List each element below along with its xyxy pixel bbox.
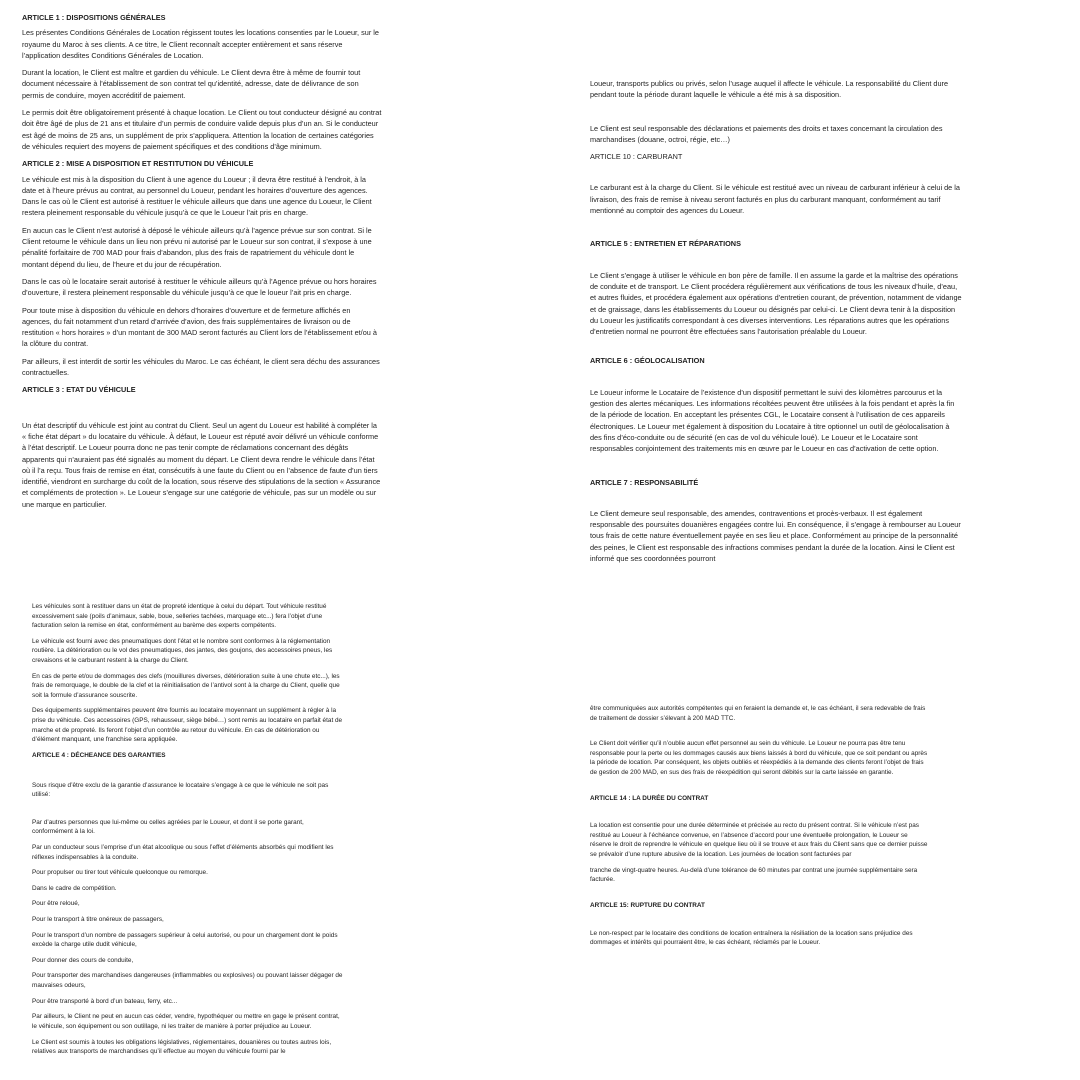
right-top-column xyxy=(590,78,962,570)
article-14-paragraph-2: tranche de vingt-quatre heures. Au-delà d’une tolérance de 60 minutes par contrat une journée supplémentaire sera facturée. xyxy=(590,866,918,884)
article-2-title: ARTICLE 2 : MISE A DISPOSITION ET RESTITUTION DU VÉHICULE xyxy=(22,159,254,169)
article-1-title: ARTICLE 1 : DISPOSITIONS GÉNÉRALES xyxy=(22,13,166,22)
exclusion-item: Pour propulser ou tirer tout véhicule quelconque ou remorque. xyxy=(32,869,208,877)
continuation-paragraph-1: Loueur, transports publics ou privés, selon l’usage auquel il affecte le véhicule. La responsabilité du Client dure pendant toute la période durant laquelle le véhicule a été mis à sa disposition. xyxy=(590,79,949,100)
exclusion-item: Pour être reloué, xyxy=(32,900,80,908)
article-3-paragraph-1: Un état descriptif du véhicule est joint au contrat du Client. Seul un agent du Loueur est habilité à compléter la « fiche état départ » du locataire du véhicule. À défaut, le Loueur est réputé avoir délivré un véhicule conforme à l’état descriptif. Le Loueur pourra donc ne pas tenir compte de réclamations concernant des dégâts apparents qui n’auraient pas été signalés au moment du départ. Le Client devra rendre le véhicule dans l’état où il l’a reçu. Tous frais de remise en état, consécutifs à une faute du Client ou en l’absence de faute d’un tiers identifié, viendront en surcharge du coût de la location, sous réserve des stipulations de la section « Assurance et compléments de protection ». Le Loueur s’engage sur une catégorie de véhicule, pas sur un modèle ou sur une marque en particulier. xyxy=(22,420,381,509)
article-1-paragraph-3: Le permis doit être obligatoirement présenté à chaque location. Le Client ou tout conducteur désigné au contrat doit être âgé de plus de 21 ans et titulaire d’un permis de conduire valide depuis plus d’un an. Si le conducteur est âgé de moins de 25 ans, un supplément de prix s’appliquera. Attention la location de certaines catégories de véhicules requiert des moyens de paiement spécifiques et des conditions d’âge minimum. xyxy=(22,108,382,151)
article-5-title: ARTICLE 5 : ENTRETIEN ET RÉPARATIONS xyxy=(590,239,741,249)
article-15-paragraph-1: Le non-respect par le locataire des conditions de location entraînera la résiliation de la location sans préjudice des dommages et intérêts qui pourraient être, le cas échéant, réclamés par le Loueur. xyxy=(590,929,913,947)
equipment-paragraph: Des équipements supplémentaires peuvent être fournis au locataire moyennant un supplément à régler à la prise du véhicule. Ces accessoires (GPS, rehausseur, siège bébé…) sont remis au locataire en parfait état de marche et de propreté. Ils feront l’objet d’un contrôle au retour du véhicule. En cas de détérioration ou d’élément manquant, une franchise sera appliquée. xyxy=(32,707,343,744)
article-10-paragraph-1: Le carburant est à la charge du Client. Si le véhicule est restitué avec un niveau de carburant inférieur à celui de la livraison, des frais de remise à niveau seront facturés en plus du carburant manquant, conformément au tarif mentionné au comptoir des agences du Loueur. xyxy=(590,183,960,216)
article-15-title: ARTICLE 15: RUPTURE DU CONTRAT xyxy=(590,901,705,909)
continuation-paragraph-3: être communiquées aux autorités compétentes qui en feraient la demande et, le cas échéant, il sera redevable de frais de traitement de dossier s’élevant à 200 MAD TTC. xyxy=(590,705,926,722)
article-3-title: ARTICLE 3 : ETAT DU VÉHICULE xyxy=(22,385,136,395)
article-1-paragraph-2: Durant la location, le Client est maître et gardien du véhicule. Le Client devra être à même de fournir tout document nécessaire à l’établissement de son contrat tel qu’identité, adresse, date de délivrance de son permis de conduire, moyen accréditif de paiement. xyxy=(22,68,361,100)
exclusion-item: Pour être transporté à bord d’un bateau, ferry, etc... xyxy=(32,997,178,1005)
exclusion-item: Pour le transport à titre onéreux de passagers, xyxy=(32,916,164,924)
exclusion-item: Dans le cadre de compétition. xyxy=(32,884,117,892)
tyres-paragraph: Le véhicule est fourni avec des pneumatiques dont l’état et le nombre sont conformes à la réglementation routière. La détérioration ou le vol des pneumatiques, des jantes, des goujons, des accessoires pneus, les crevaisons et le carburant restent à la charge du Client. xyxy=(32,637,333,665)
exclusion-item: Par d’autres personnes que lui-même ou celles agréées par le Loueur, et dont il se porte garant, conformément à la loi. xyxy=(32,818,304,836)
article-7-title: ARTICLE 7 : RESPONSABILITÉ xyxy=(590,477,699,487)
article-2-paragraph-1: Le véhicule est mis à la disposition du Client à une agence du Loueur ; il devra être restitué à l’endroit, à la date et à l’heure prévus au contrat, au personnel du Loueur, pendant les horaires d’ouverture des agences. Dans le cas où le Client est autorisé à restituer le véhicule ailleurs que dans une agence du Loueur, le Client restera pleinement responsable du véhicule jusqu’à ce que le Loueur l’ait pris en charge. xyxy=(22,174,372,218)
right-bottom-column xyxy=(590,704,930,954)
article-14-title: ARTICLE 14 : LA DURÉE DU CONTRAT xyxy=(590,794,709,802)
article-1-paragraph-1: Les présentes Conditions Générales de Location régissent toutes les locations consenties par le Loueur, sur le royaume du Maroc à ses clients. A ce titre, le Client reconnaît accepter entièrement et sans réserve l’application desdites Conditions Générales de Location. xyxy=(22,28,379,60)
left-top-column xyxy=(22,12,382,516)
article-6-paragraph-1: Le Loueur informe le Locataire de l’existence d’un dispositif permettant le suivi des kilomètres parcourus et la gestion des alertes mécaniques. Les informations récoltées peuvent être utilisées à la fois pendant et après la fin de la période de location. En acceptant les présentes CGL, le Locataire consent à l’utilisation de ces appareils électroniques. Le Loueur met également à disposition du Locataire à titre optionnel un outil de géolocalisation à des fins d’éco-conduite ou de sécurité (en cas de vol du véhicule loué). Le Loueur et le Locataire sont responsables conjointement des traitements mis en œuvre par le Loueur en cas d’activation de cette option. xyxy=(590,387,955,454)
article-4-paragraph-1: Sous risque d’être exclu de la garantie d’assurance le locataire s’engage à ce que le véhicule ne soit pas utilisé: xyxy=(32,781,329,799)
exclusion-item: Le Client est soumis à toutes les obligations législatives, réglementaires, douanières ou toutes autres lois, relatives aux transports de marchandises qu’il effectue au moyen du véhicule fourni par le xyxy=(32,1038,332,1056)
exclusion-item: Pour transporter des marchandises dangereuses (inflammables ou explosives) ou pouvant laisser dégager de mauvaises odeurs, xyxy=(32,972,343,990)
keys-paragraph: En cas de perte et/ou de dommages des clefs (mouillures diverses, détérioration suite à une chute etc...), les frais de remorquage, le double de la clef et la réinitialisation de l’antivol sont à la charge du Client, quelle que soit la formule d’assurance souscrite. xyxy=(32,672,340,699)
article-6-title: ARTICLE 6 : GÉOLOCALISATION xyxy=(590,356,705,366)
continuation-paragraph-2: Le Client est seul responsable des déclarations et paiements des droits et taxes concernant la circulation des marchandises (douane, octroi, régie, etc…) xyxy=(590,123,943,144)
left-bottom-column xyxy=(32,602,344,1063)
article-2-paragraph-2: En aucun cas le Client n’est autorisé à déposé le véhicule ailleurs qu’à l’agence prévue sur son contrat. Si le Client retourne le véhicule dans un lieu non prévu ni autorisé par le Loueur sur son contrat, il s’expose à une pénalité forfaitaire de 700 MAD pour frais d’abandon, plus des frais de rapatriement du véhicule dont le montant dépend du lieu, de l’heure et du jour de récupération. xyxy=(22,225,372,269)
exclusion-item: Par ailleurs, le Client ne peut en aucun cas céder, vendre, hypothéquer ou mettre en gage le présent contrat, le véhicule, son équipement ou son outillage, ni les traiter de manière à porter préjudice au Loueur. xyxy=(32,1013,340,1030)
article-5-paragraph-1: Le Client s’engage à utiliser le véhicule en bon père de famille. Il en assume la garde et la maîtrise des opérations de conduite et de transport. Le Client procédera régulièrement aux vérifications de tous les niveaux d’huile, d’eau, et autres fluides, et procédera également aux opérations d’entretien courant, de prévention, notamment de vidange et de graissage, dans les établissements du Loueur ou désignés par celui-ci. Le Client devra tenir à la disposition du Loueur les justificatifs correspondant à ces diverses interventions. Les réparations autres que les opérations d’entretien normal ne pourront être effectuées sans l’autorisation préalable du Loueur. xyxy=(590,270,962,337)
article-2-paragraph-5: Par ailleurs, il est interdit de sortir les véhicules du Maroc. Le cas échéant, le client sera déchu des assurances contractuelles. xyxy=(22,356,380,378)
article-4-title: ARTICLE 4 : DÉCHEANCE DES GARANTIES xyxy=(32,751,166,759)
article-14-paragraph-1: La location est consentie pour une durée déterminée et précisée au recto du présent contrat. Si le véhicule n’est pas restitué au Loueur à l’échéance convenue, en l’absence d’accord pour une éventuelle prolongation, le Loueur se réserve le droit de reprendre le véhicule en quelque lieu où il se trouve et aux frais du Client sans que ce dernier puisse se prévaloir d’une rupture abusive de la location. Les journées de location sont facturées par xyxy=(590,822,928,859)
exclusion-item: Pour le transport d’un nombre de passagers supérieur à celui autorisé, ou pour un chargement dont le poids excède la charge utile dudit véhicule, xyxy=(32,931,338,949)
article-2-paragraph-4: Pour toute mise à disposition du véhicule en dehors d’horaires d’ouverture et de fermeture affichés en agences, du fait notamment d’un retard d’arrivée d’avion, des frais supplémentaires de livraison ou de restitution « hors horaires » d’un montant de 300 MAD seront facturés au Client lors de l’établissement et/ou à la clôture du contrat. xyxy=(22,305,377,349)
article-10-title: ARTICLE 10 : CARBURANT xyxy=(590,152,683,162)
exclusion-item: Par un conducteur sous l’emprise d’un état alcoolique ou sous l’effet d’éléments absorbés qui modifient les réflexes indispensables à la conduite. xyxy=(32,843,334,861)
exclusion-item: Pour donner des cours de conduite, xyxy=(32,956,134,964)
cleanliness-paragraph: Les véhicules sont à restituer dans un état de propreté identique à celui du départ. Tout véhicule restitué excessivement sale (poils d’animaux, sable, boue, selleries tachées, marquage etc...) fera l’objet d’une facturation selon la remise en état, conformément au barème des experts compétents. xyxy=(32,603,327,630)
personal-effects-paragraph: Le Client doit vérifier qu’il n’oublie aucun effet personnel au sein du véhicule. Le Loueur ne pourra pas être tenu responsable pour la perte ou les dommages causés aux biens laissés à bord du véhicule, que ce soit pendant ou après la période de location. Par conséquent, les objets oubliés et réexpédiés à la demande des clients feront l’objet de frais de gestion de 200 MAD, en sus des frais de réexpédition qui seront débités sur la carte laissée en garantie. xyxy=(590,740,928,777)
article-2-paragraph-3: Dans le cas où le locataire serait autorisé à restituer le véhicule ailleurs qu’à l’Agence prévue ou hors horaires d’ouverture, il restera pleinement responsable du véhicule jusqu’à ce que le loueur l’ait pris en charge. xyxy=(22,276,377,298)
article-7-paragraph-1: Le Client demeure seul responsable, des amendes, contraventions et procès-verbaux. Il est également responsable des poursuites douanières engagées contre lui. En conséquence, il s’engage à rembourser au Loueur tous frais de cette nature éventuellement payée en ses lieu et place. Conformément au principe de la personnalité des peines, le Client est responsable des infractions commises pendant la durée de la location. Ainsi le Client est informé que ses coordonnées pourront xyxy=(590,508,961,564)
